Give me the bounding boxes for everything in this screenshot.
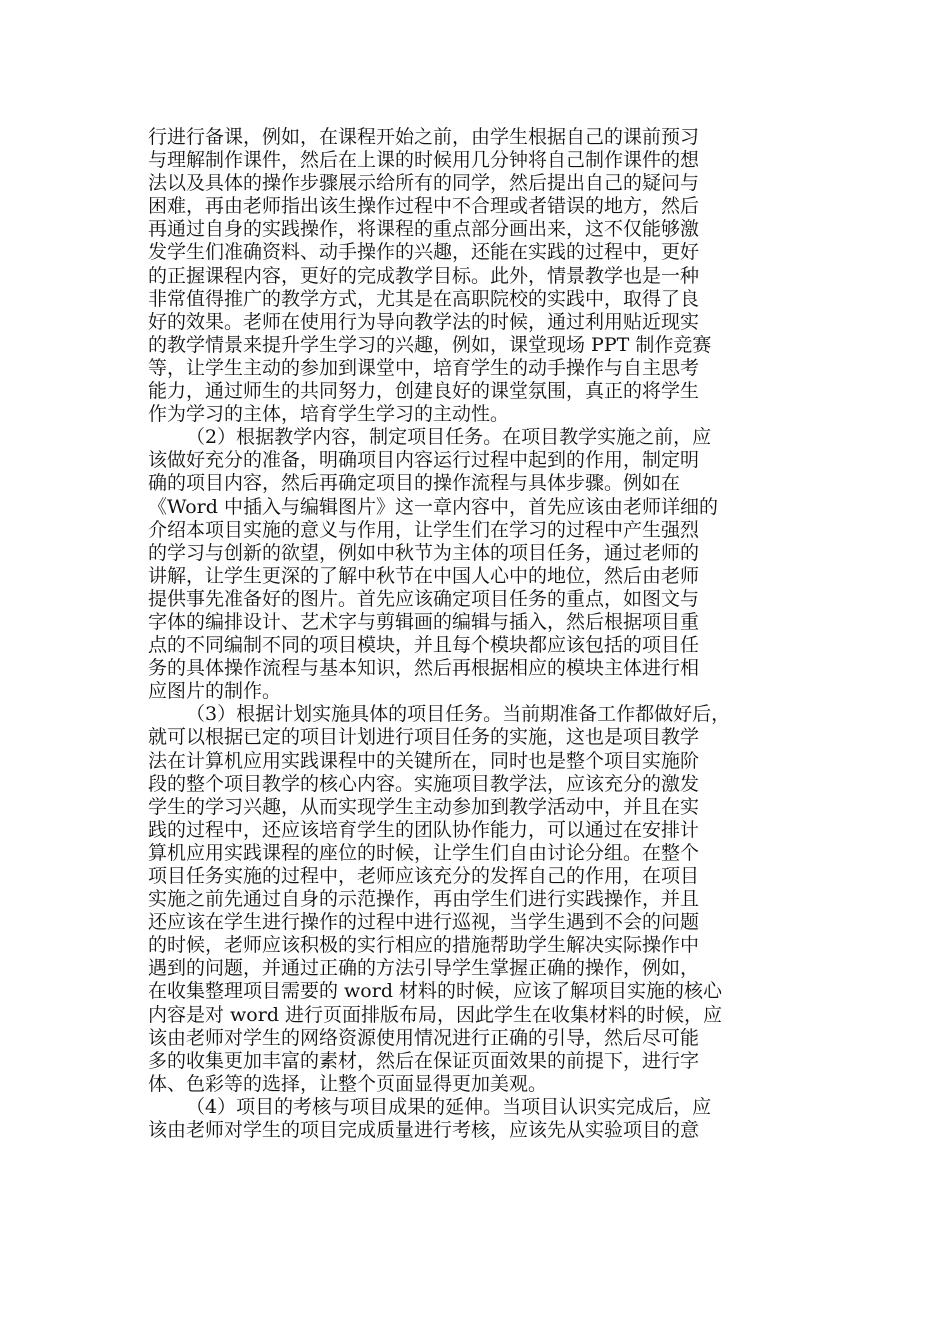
text-line: 的学习与创新的欲望，例如中秋节为主体的项目任务，通过老师的 <box>148 541 700 564</box>
text-line: 项目任务实施的过程中，老师应该充分的发挥自己的作用，在项目 <box>148 865 700 887</box>
text-line: 法在计算机应用实践课程中的关键所在，同时也是整个项目实施阶 <box>148 749 700 772</box>
text-line: 学生的学习兴趣，从而实现学生主动参加到教学活动中，并且在实 <box>148 795 700 818</box>
text-line: 还应该在学生进行操作的过程中进行巡视，当学生遇到不会的问题 <box>148 911 700 934</box>
text-line: 算机应用实践课程的座位的时候，让学生们自由讨论分组。在整个 <box>148 841 700 864</box>
text-line: 遇到的问题，并通过正确的方法引导学生掌握正确的操作，例如， <box>148 957 700 980</box>
text-line: 与理解制作课件，然后在上课的时候用几分钟将自己制作课件的想 <box>148 149 700 172</box>
text-line: 段的整个项目教学的核心内容。实施项目教学法，应该充分的激发 <box>148 772 700 795</box>
text-line: 践的过程中，还应该培育学生的团队协作能力，可以通过在安排计 <box>148 818 700 841</box>
text-line: 该由老师对学生的项目完成质量进行考核，应该先从实验项目的意 <box>148 1119 700 1142</box>
text-line: 的正握课程内容，更好的完成教学目标。此外，情景教学也是一种 <box>148 264 700 287</box>
text-line: 点的不同编制不同的项目模块，并且每个模块都应该包括的项目任 <box>148 634 700 657</box>
text-line: 困难，再由老师指出该生操作过程中不合理或者错误的地方，然后 <box>148 195 700 218</box>
text-line: 再通过自身的实践操作，将课程的重点部分画出来，这不仅能够激 <box>148 218 700 241</box>
text-line: 字体的编排设计、艺术字与剪辑画的编辑与插入，然后根据项目重 <box>148 610 700 633</box>
text-line: 的教学情景来提升学生学习的兴趣，例如，课堂现场 PPT 制作竞赛 <box>148 333 712 356</box>
text-line: 就可以根据已定的项目计划进行项目任务的实施，这也是项目教学 <box>148 726 700 749</box>
text-line: 行进行备课，例如，在课程开始之前，由学生根据自己的课前预习 <box>148 126 700 148</box>
text-line: 实施之前先通过自身的示范操作，再由学生们进行实践操作，并且 <box>148 888 700 911</box>
text-line: 提供事先准备好的图片。首先应该确定项目任务的重点，如图文与 <box>148 587 700 610</box>
text-line: 作为学习的主体，培育学生学习的主动性。 <box>148 403 510 426</box>
paragraph-3-first-line: （3）根据计划实施具体的项目任务。当前期准备工作都做好后， <box>186 703 731 726</box>
text-line: 应图片的制作。 <box>148 680 282 703</box>
text-line: 多的收集更加丰富的素材，然后在保证页面效果的前提下，进行字 <box>148 1049 700 1072</box>
paragraph-2-first-line: （2）根据教学内容，制定项目任务。在项目教学实施之前，应 <box>186 426 712 449</box>
text-line: 的时候，老师应该积极的实行相应的措施帮助学生解决实际操作中 <box>148 934 700 957</box>
text-line: 发学生们准确资料、动手操作的兴趣，还能在实践的过程中，更好 <box>148 241 700 264</box>
text-line: 等，让学生主动的参加到课堂中，培育学生的动手操作与自主思考 <box>148 356 700 379</box>
paragraph-4-first-line: （4）项目的考核与项目成果的延伸。当项目认识实完成后，应 <box>186 1095 712 1118</box>
text-line: 在收集整理项目需要的 word 材料的时候，应该了解项目实施的核心 <box>148 980 723 1003</box>
text-line: 能力，通过师生的共同努力，创建良好的课堂氛围，真正的将学生 <box>148 380 700 403</box>
text-line: 介绍本项目实施的意义与作用，让学生们在学习的过程中产生强烈 <box>148 518 700 541</box>
text-line: 非常值得推广的教学方式，尤其是在高职院校的实践中，取得了良 <box>148 287 700 310</box>
text-line: 《Word 中插入与编辑图片》这一章内容中，首先应该由老师详细的 <box>148 495 718 518</box>
text-line: 好的效果。老师在使用行为导向教学法的时候，通过利用贴近现实 <box>148 310 700 333</box>
text-line: 该由老师对学生的网络资源使用情况进行正确的引导，然后尽可能 <box>148 1026 700 1049</box>
text-line: 内容是对 word 进行页面排版布局，因此学生在收集材料的时候，应 <box>148 1003 723 1026</box>
text-line: 该做好充分的准备，明确项目内容运行过程中起到的作用，制定明 <box>148 449 700 472</box>
document-body <box>148 126 808 1142</box>
text-line: 确的项目内容，然后再确定项目的操作流程与具体步骤。例如在 <box>148 472 681 495</box>
text-line: 务的具体操作流程与基本知识，然后再根据相应的模块主体进行相 <box>148 657 700 680</box>
text-line: 法以及具体的操作步骤展示给所有的同学，然后提出自己的疑问与 <box>148 172 700 195</box>
text-line: 体、色彩等的选择，让整个页面显得更加美观。 <box>148 1072 548 1095</box>
text-line: 讲解，让学生更深的了解中秋节在中国人心中的地位，然后由老师 <box>148 564 700 587</box>
